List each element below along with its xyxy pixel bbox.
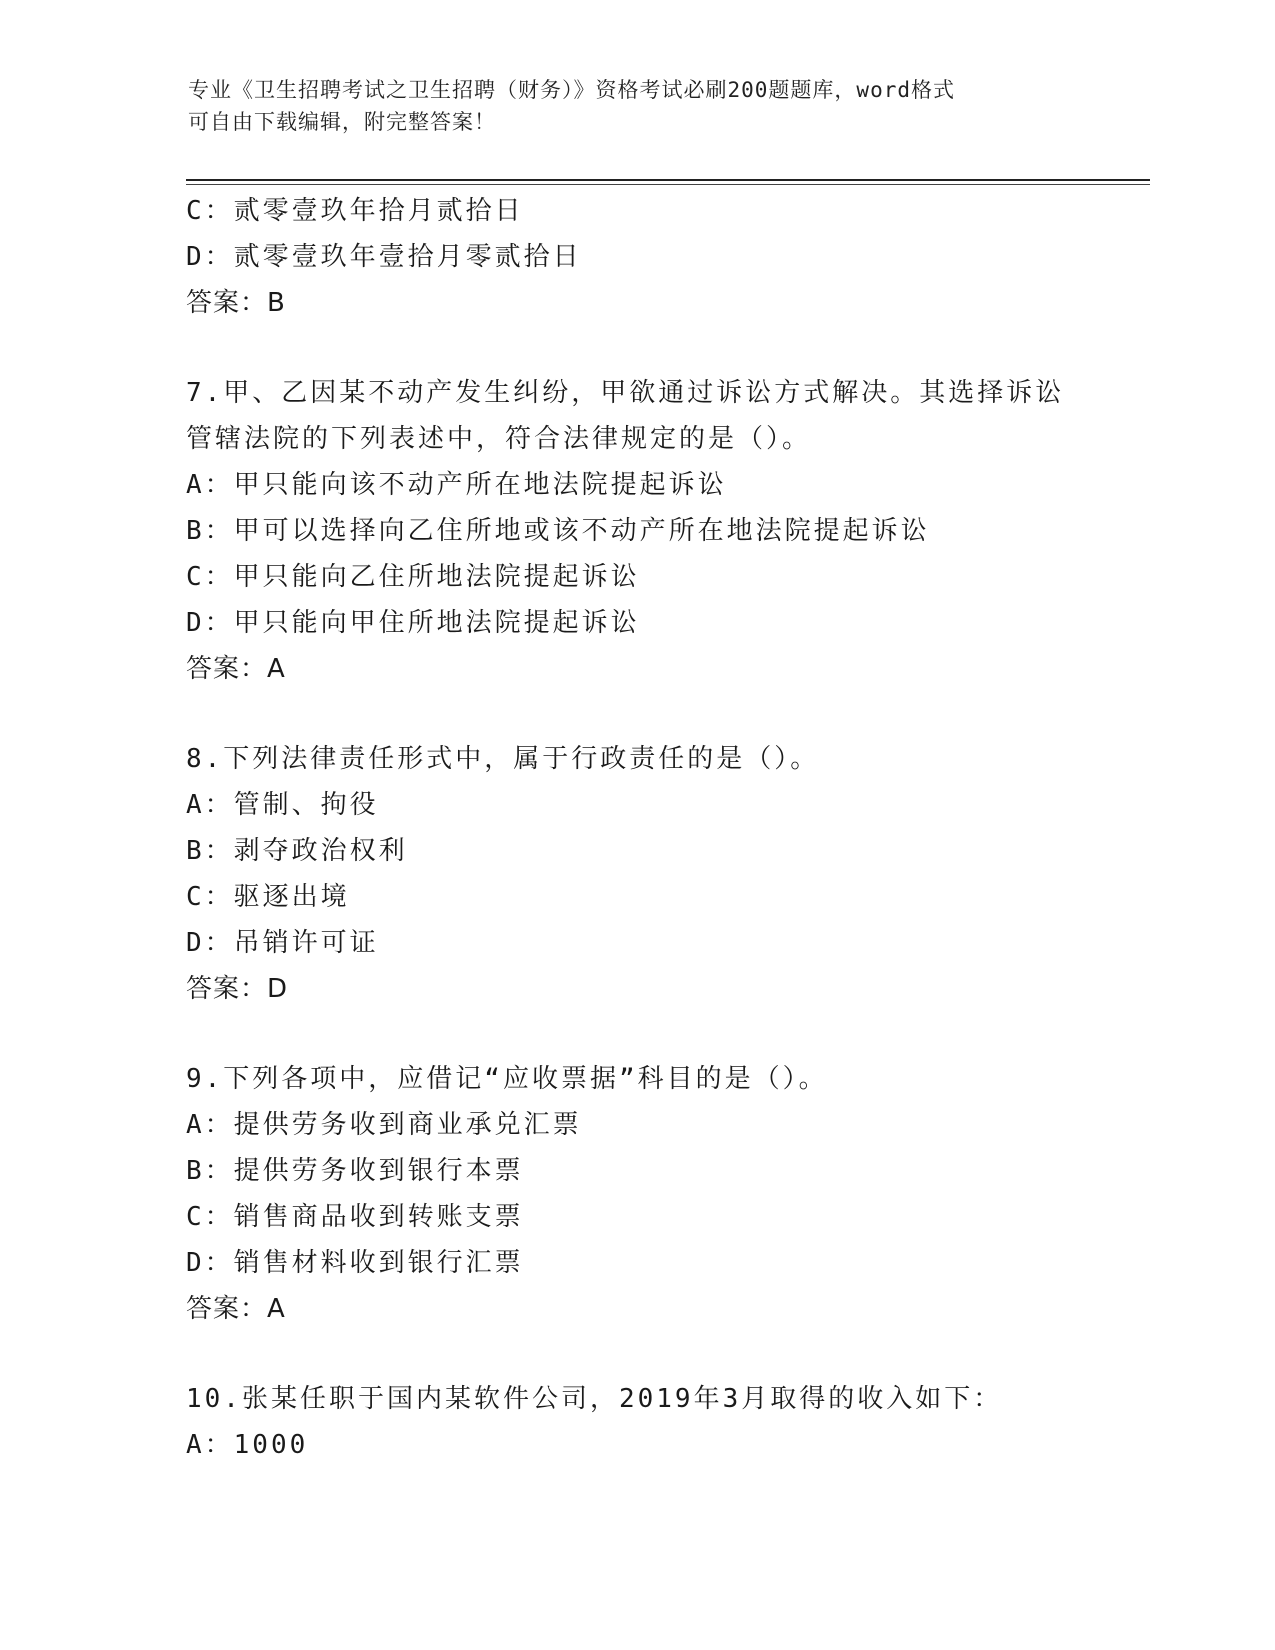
question-list: [186, 188, 1146, 1468]
answer: 答案：A: [186, 1294, 286, 1324]
question-10: [186, 1376, 1146, 1468]
question-9: [186, 1056, 1146, 1332]
option-b: B：剥夺政治权利: [186, 836, 408, 866]
option-d: D：甲只能向甲住所地法院提起诉讼: [186, 608, 640, 638]
answer: 答案：B: [186, 288, 286, 318]
header-rule-thin: [186, 184, 1150, 185]
question-stem: 9.下列各项中，应借记“应收票据”科目的是（）。: [186, 1064, 828, 1094]
question-8: [186, 736, 1146, 1012]
question-stem-line-1: 7.甲、乙因某不动产发生纠纷，甲欲通过诉讼方式解决。其选择诉讼: [186, 378, 1065, 408]
answer: 答案：A: [186, 654, 286, 684]
option-d: D：销售材料收到银行汇票: [186, 1248, 524, 1278]
option-b: B：提供劳务收到银行本票: [186, 1156, 524, 1186]
option-a: A：甲只能向该不动产所在地法院提起诉讼: [186, 470, 727, 500]
option-c: C：甲只能向乙住所地法院提起诉讼: [186, 562, 640, 592]
option-c: C：驱逐出境: [186, 882, 350, 912]
question-stem-line-2: 管辖法院的下列表述中，符合法律规定的是（）。: [186, 424, 812, 454]
page-header: [188, 74, 1088, 138]
header-rule-thick: [186, 179, 1150, 181]
answer: 答案：D: [186, 974, 289, 1004]
option-d: D：吊销许可证: [186, 928, 379, 958]
question-6: [186, 188, 1146, 326]
spacer: [186, 326, 1146, 370]
option-c: C：销售商品收到转账支票: [186, 1202, 524, 1232]
header-title-line-1: 专业《卫生招聘考试之卫生招聘（财务）》资格考试必刷200题题库，word格式: [188, 78, 955, 102]
option-a: A：提供劳务收到商业承兑汇票: [186, 1110, 582, 1140]
question-stem: 8.下列法律责任形式中，属于行政责任的是（）。: [186, 744, 820, 774]
spacer: [186, 692, 1146, 736]
spacer: [186, 1332, 1146, 1376]
option-b: B：甲可以选择向乙住所地或该不动产所在地法院提起诉讼: [186, 516, 930, 546]
option-a: A：1000: [186, 1430, 309, 1460]
option-a: A：管制、拘役: [186, 790, 379, 820]
question-7: [186, 370, 1146, 692]
option-d: D：贰零壹玖年壹拾月零贰拾日: [186, 242, 582, 272]
header-title-line-2: 可自由下载编辑，附完整答案！: [188, 110, 496, 134]
question-stem: 10.张某任职于国内某软件公司，2019年3月取得的收入如下：: [186, 1384, 1003, 1414]
option-c: C：贰零壹玖年拾月贰拾日: [186, 196, 524, 226]
spacer: [186, 1012, 1146, 1056]
